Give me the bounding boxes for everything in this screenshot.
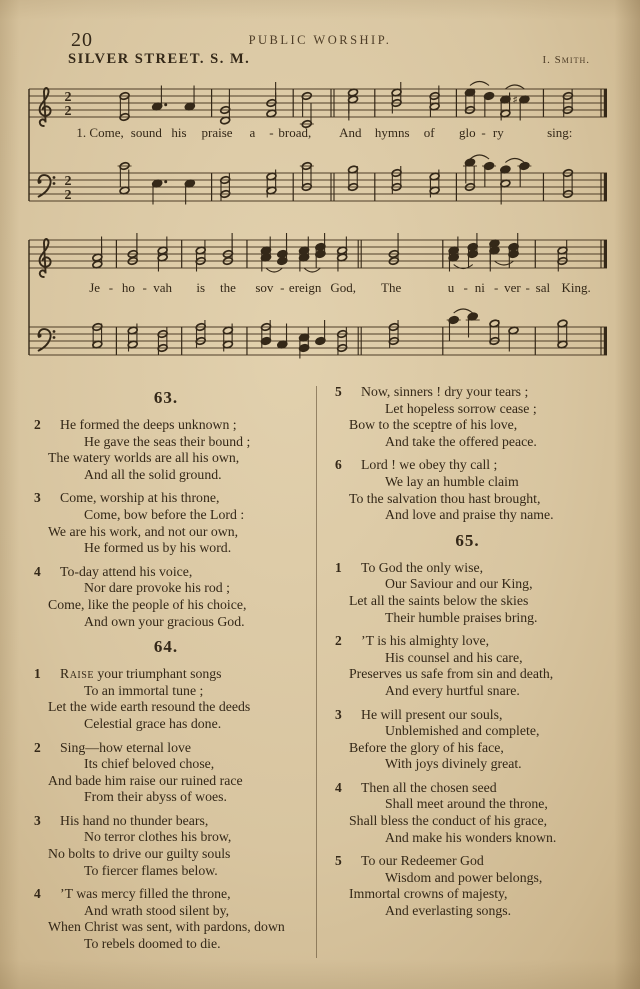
verse-line: To rebels doomed to die. bbox=[84, 936, 221, 952]
column-left bbox=[26, 384, 306, 969]
stanza bbox=[26, 813, 306, 879]
verse-number: 1 bbox=[335, 559, 342, 575]
verse-line: We are his work, and not our own, bbox=[48, 523, 239, 539]
svg-text:ni: ni bbox=[474, 280, 485, 295]
verse-number: 1 bbox=[34, 666, 41, 682]
svg-text:ver: ver bbox=[504, 280, 521, 295]
verse-line: Now, sinners ! dry your tears ; bbox=[361, 384, 529, 399]
stanza bbox=[26, 666, 306, 732]
verse-number: 5 bbox=[335, 853, 342, 869]
svg-text:-: - bbox=[269, 125, 274, 140]
verse-line: He formed us by his word. bbox=[84, 540, 232, 556]
verse-line: No terror clothes his brow, bbox=[84, 829, 232, 845]
verse-line: Come, bow before the Lord : bbox=[84, 506, 245, 522]
verse-line: Let all the saints below the skies bbox=[349, 592, 529, 608]
svg-text:vah: vah bbox=[153, 280, 173, 295]
composer-credit: I. Smith. bbox=[542, 54, 590, 66]
verse-line: Wisdom and power belongs, bbox=[385, 869, 543, 885]
verse-line: He gave the seas their bound ; bbox=[84, 433, 251, 449]
verse-line: We lay an humble claim bbox=[385, 473, 519, 489]
verse-line: And love and praise thy name. bbox=[385, 507, 554, 523]
svg-text:ereign: ereign bbox=[288, 280, 322, 295]
verse-line: ’T is his almighty love, bbox=[361, 633, 490, 649]
verse-line: Their humble praises bring. bbox=[385, 609, 538, 625]
hymn-number: 64. bbox=[153, 637, 179, 657]
verse-line: And every hurtful snare. bbox=[385, 682, 520, 698]
svg-text:praise: praise bbox=[201, 125, 233, 140]
verse-line: The watery worlds are all his own, bbox=[48, 450, 240, 466]
verse-line: Our Saviour and our King, bbox=[385, 576, 533, 592]
verse-line: To God the only wise, bbox=[361, 559, 484, 575]
verse-number: 5 bbox=[335, 384, 342, 399]
verse-line: He will present our souls, bbox=[361, 706, 503, 722]
verse-line: With joys divinely great. bbox=[385, 756, 522, 772]
svg-text:his: his bbox=[171, 125, 187, 140]
stanza bbox=[26, 564, 306, 630]
stanza bbox=[327, 457, 608, 523]
verse-line: To fiercer flames below. bbox=[84, 862, 218, 878]
column-divider bbox=[316, 386, 317, 958]
stanza bbox=[327, 633, 608, 699]
verse-number: 2 bbox=[34, 417, 41, 432]
verse-line: And wrath stood silent by, bbox=[84, 902, 230, 918]
verse-number: 2 bbox=[335, 633, 342, 649]
verse-line: Shall meet around the throne, bbox=[385, 796, 548, 812]
music-system-2 bbox=[26, 226, 610, 370]
verse-line: Come, worship at his throne, bbox=[60, 490, 220, 506]
svg-text:1. Come,: 1. Come, bbox=[76, 125, 124, 140]
svg-text:2: 2 bbox=[64, 90, 72, 105]
verse-line: From their abyss of woes. bbox=[84, 789, 227, 805]
verse-line: Celestial grace has done. bbox=[84, 715, 222, 731]
svg-text:And: And bbox=[339, 125, 362, 140]
verse-line: No bolts to drive our guilty souls bbox=[48, 846, 231, 862]
svg-text:2: 2 bbox=[64, 104, 72, 119]
verse-line: Shall bless the conduct of his grace, bbox=[349, 813, 548, 829]
hymn-number: 63. bbox=[153, 388, 179, 407]
verse-line: And bade him raise our ruined race bbox=[48, 772, 243, 788]
svg-text:sal: sal bbox=[535, 280, 551, 295]
verse-line: His hand no thunder bears, bbox=[60, 812, 209, 828]
verse-line: Its chief beloved chose, bbox=[84, 756, 215, 772]
svg-text:King.: King. bbox=[561, 280, 591, 295]
verse-line: And everlasting songs. bbox=[385, 903, 512, 919]
verse-number: 4 bbox=[335, 779, 342, 795]
verse-line: Preserves us safe from sin and death, bbox=[349, 666, 554, 682]
verse-number: 3 bbox=[335, 706, 342, 722]
verse-line: And own your gracious God. bbox=[84, 613, 245, 629]
stanza bbox=[26, 886, 306, 952]
verse-line: To the salvation thou hast brought, bbox=[349, 490, 541, 506]
stanza bbox=[26, 740, 306, 806]
svg-text:-: - bbox=[481, 125, 486, 140]
running-head: PUBLIC WORSHIP. bbox=[248, 33, 392, 47]
svg-text:sound: sound bbox=[130, 125, 162, 140]
verse-line: Then all the chosen seed bbox=[361, 779, 497, 795]
verse-line: Before the glory of his face, bbox=[349, 739, 504, 755]
verse-line: Come, like the people of his choice, bbox=[48, 596, 247, 612]
stanza bbox=[327, 853, 608, 919]
stanza bbox=[327, 384, 608, 450]
verse-line: Nor dare provoke his rod ; bbox=[84, 580, 230, 596]
stanza bbox=[26, 490, 306, 556]
svg-text:-: - bbox=[280, 280, 285, 295]
verse-line: Let hopeless sorrow cease ; bbox=[385, 400, 537, 416]
verse-number: 2 bbox=[34, 739, 41, 755]
verse-line: ’T was mercy filled the throne, bbox=[60, 886, 231, 902]
svg-text:a: a bbox=[249, 125, 256, 140]
verse-line: Raise your triumphant songs bbox=[60, 666, 222, 682]
svg-text:ho: ho bbox=[121, 280, 135, 295]
verse-number: 3 bbox=[34, 490, 41, 506]
svg-text:♯: ♯ bbox=[512, 93, 518, 107]
svg-text:u: u bbox=[447, 280, 455, 295]
svg-text:sov: sov bbox=[255, 280, 274, 295]
svg-text:glo: glo bbox=[458, 125, 476, 140]
svg-text:-: - bbox=[463, 280, 468, 295]
music-system-1 bbox=[26, 75, 610, 213]
stanza bbox=[327, 780, 608, 846]
verse-line: Unblemished and complete, bbox=[385, 723, 540, 739]
verse-line: When Christ was sent, with pardons, down bbox=[48, 919, 285, 935]
svg-text:The: The bbox=[381, 280, 402, 295]
verse-line: Lord ! we obey thy call ; bbox=[361, 457, 498, 473]
verse-line: And all the solid ground. bbox=[84, 466, 222, 482]
small-caps-lead: Raise bbox=[60, 666, 94, 682]
verse-number: 3 bbox=[34, 812, 41, 828]
column-right bbox=[327, 384, 608, 969]
verse-number: 4 bbox=[34, 886, 41, 902]
svg-text:of: of bbox=[423, 125, 435, 140]
svg-text:God,: God, bbox=[330, 280, 357, 295]
verse-line: Sing—how eternal love bbox=[60, 739, 192, 755]
svg-text:broad,: broad, bbox=[278, 125, 312, 140]
verse-line: His counsel and his care, bbox=[385, 649, 523, 665]
hymn-text-area bbox=[26, 384, 618, 969]
page-number: 20 bbox=[71, 29, 93, 51]
hymn-number: 65. bbox=[455, 530, 480, 550]
verse-line: Immortal crowns of majesty, bbox=[349, 886, 508, 902]
svg-text:-: - bbox=[493, 280, 499, 295]
svg-text:2: 2 bbox=[64, 188, 72, 203]
svg-text:is: is bbox=[196, 280, 206, 295]
svg-text:hymns: hymns bbox=[374, 125, 410, 140]
verse-number: 4 bbox=[34, 563, 41, 579]
verse-line: Let the wide earth resound the deeds bbox=[48, 699, 251, 715]
verse-line: And take the offered peace. bbox=[385, 433, 537, 449]
tune-title: SILVER STREET. S. M. bbox=[68, 51, 251, 67]
svg-text:sing:: sing: bbox=[547, 125, 573, 140]
svg-text:ry: ry bbox=[492, 125, 504, 140]
verse-line: Bow to the sceptre of his love, bbox=[349, 417, 518, 433]
stanza bbox=[26, 417, 306, 483]
verse-number: 6 bbox=[335, 457, 342, 473]
svg-text:the: the bbox=[219, 280, 236, 295]
verse-line: To an immortal tune ; bbox=[84, 682, 204, 698]
svg-text:2: 2 bbox=[64, 174, 72, 189]
stanza bbox=[327, 707, 608, 773]
svg-text:-: - bbox=[142, 280, 147, 295]
verse-line: He formed the deeps unknown ; bbox=[60, 417, 237, 432]
verse-line: And make his wonders known. bbox=[385, 829, 557, 845]
svg-text:-: - bbox=[108, 280, 114, 295]
svg-text:Je: Je bbox=[89, 280, 101, 295]
stanza bbox=[327, 560, 608, 626]
svg-text:-: - bbox=[525, 280, 530, 295]
verse-line: To our Redeemer God bbox=[361, 853, 484, 869]
verse-line: To-day attend his voice, bbox=[60, 563, 193, 579]
